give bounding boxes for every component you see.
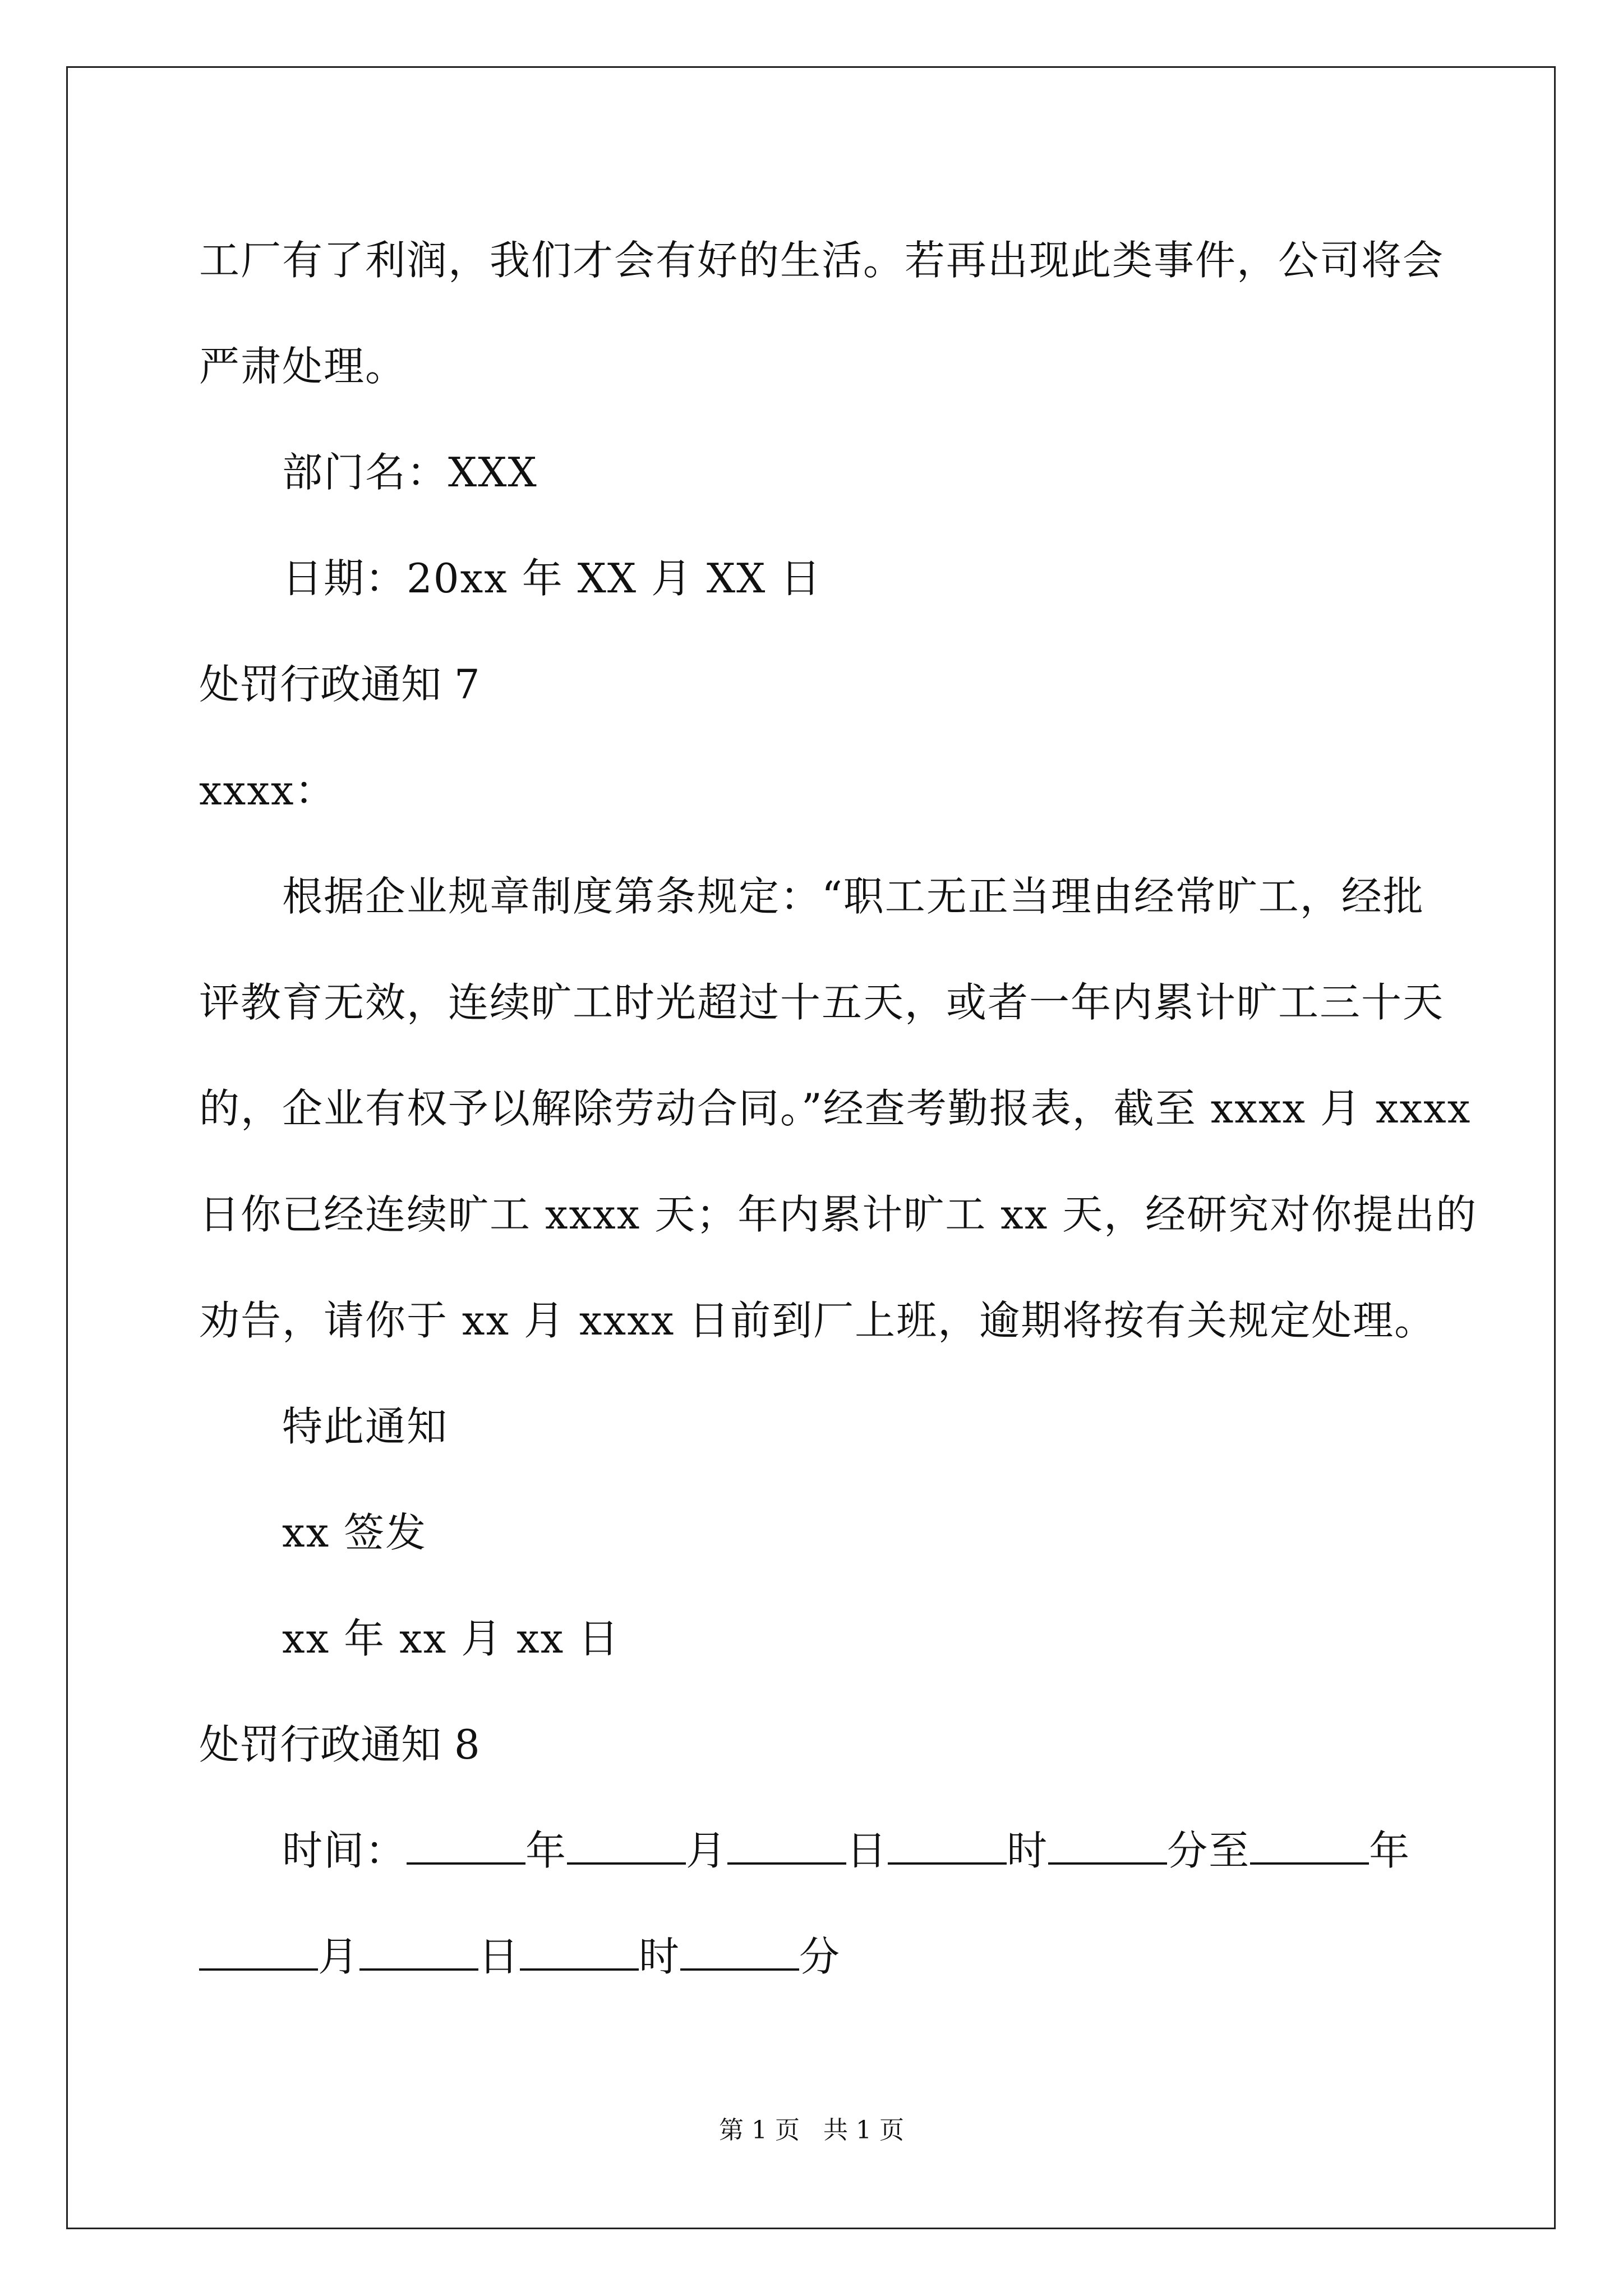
section-heading-7: 处罚行政通知 7	[199, 661, 480, 708]
blank-field	[727, 1830, 846, 1865]
page-footer: 第 1 页 共 1 页	[719, 2116, 904, 2145]
paragraph-line: 工厂有了利润，我们才会有好的生活。若再出现此类事件，公司将会	[199, 237, 1445, 284]
time-line-1	[199, 1798, 1433, 1904]
blank-field	[1250, 1830, 1369, 1865]
paragraph-line: 劝告，请你于 xx 月 xxxx 日前到厂上班，逾期将按有关规定处理。	[199, 1297, 1436, 1344]
blank-field	[567, 1830, 686, 1865]
time-unit: 月	[318, 1933, 360, 1980]
paragraph-line: 严肃处理。	[199, 343, 407, 390]
time-unit: 日	[478, 1933, 520, 1980]
time-label: 时间：	[282, 1827, 407, 1874]
paragraph-line: 日你已经连续旷工 xxxx 天；年内累计旷工 xx 天，经研究对你提出的	[199, 1191, 1478, 1238]
notice-line: 特此通知	[282, 1403, 449, 1450]
paragraph-line: 评教育无效，连续旷工时光超过十五天，或者一年内累计旷工三十天	[199, 979, 1445, 1026]
date-line: xx 年 xx 月 xx 日	[282, 1615, 620, 1662]
blank-field	[407, 1830, 525, 1865]
time-unit: 年	[1369, 1827, 1411, 1874]
department-line: 部门名：XXX	[282, 449, 538, 496]
document-body	[199, 208, 1478, 2010]
time-unit: 分至	[1167, 1827, 1251, 1874]
blank-field	[359, 1936, 478, 1971]
blank-field	[199, 1936, 318, 1971]
salutation: xxxx：	[199, 767, 336, 814]
time-unit: 分	[799, 1933, 841, 1980]
time-unit: 日	[846, 1827, 888, 1874]
time-unit: 时	[639, 1933, 681, 1980]
time-unit: 月	[686, 1827, 728, 1874]
date-line: 日期：20xx 年 XX 月 XX 日	[282, 555, 822, 602]
time-unit: 时	[1007, 1827, 1049, 1874]
signed-line: xx 签发	[282, 1509, 427, 1556]
section-heading-8: 处罚行政通知 8	[199, 1721, 480, 1768]
time-unit: 年	[525, 1827, 568, 1874]
paragraph-line: 的，企业有权予以解除劳动合同。”经查考勤报表，截至 xxxx 月 xxxx	[199, 1085, 1472, 1132]
paragraph-line: 根据企业规章制度第条规定：“职工无正当理由经常旷工，经批	[282, 873, 1424, 920]
time-line-2	[199, 1904, 1433, 2010]
blank-field	[680, 1936, 799, 1971]
blank-field	[888, 1830, 1007, 1865]
blank-field	[1048, 1830, 1167, 1865]
blank-field	[520, 1936, 639, 1971]
